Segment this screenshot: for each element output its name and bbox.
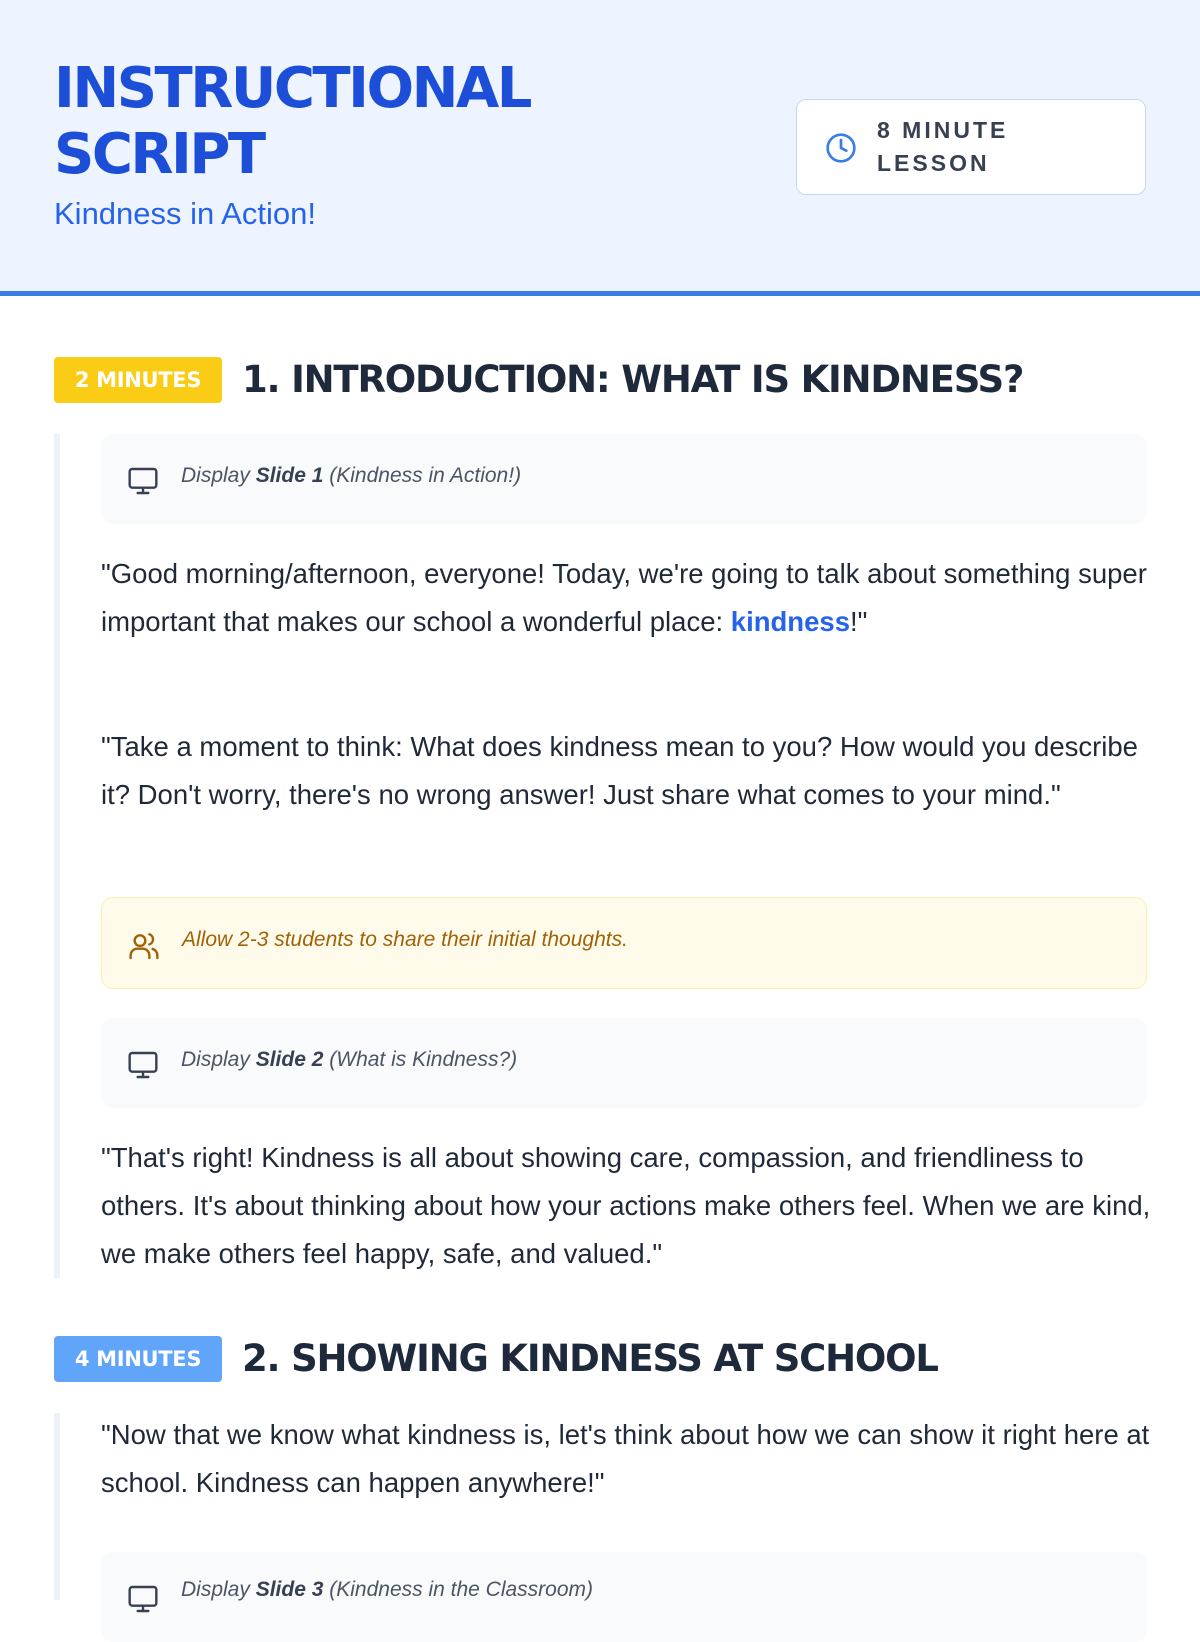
lesson-duration-label: 8 MINUTE LESSON — [877, 117, 1009, 176]
monitor-icon — [127, 1049, 159, 1081]
teacher-note-text: Allow 2-3 students to share their initial thoughts. — [182, 928, 628, 951]
monitor-icon — [127, 465, 159, 497]
slide-cue-1-text: Display Slide 1 (Kindness in Action!) — [181, 464, 522, 487]
page-subtitle: Kindness in Action! — [54, 196, 316, 231]
script-paragraph-3: "That's right! Kindness is all about showing care, compassion, and friendliness to others. It's about thinking about how your actions make others feel. When we are kind, we make others feel happy, safe, and valued." — [101, 1142, 1151, 1269]
slide-cue-3-text: Display Slide 3 (Kindness in the Classroom) — [181, 1578, 594, 1601]
section-1-time-badge: 2 MINUTES — [54, 357, 222, 403]
clock-icon — [825, 132, 857, 164]
keyword-kindness: kindness — [730, 606, 850, 637]
lesson-duration-badge — [796, 99, 1146, 195]
section-2-rail — [54, 1413, 60, 1600]
slide-cue-2 — [101, 1018, 1147, 1108]
users-icon — [128, 930, 160, 962]
script-paragraph-1: "Good morning/afternoon, everyone! Today, we're going to talk about something super important that makes our school a wonderful place: kindness!" — [101, 558, 1147, 637]
script-paragraph-2: "Take a moment to think: What does kindness mean to you? How would you describe it? Don't worry, there's no wrong answer! Just share what comes to your mind." — [101, 731, 1138, 810]
page-header — [0, 0, 1200, 296]
page-title: INSTRUCTIONAL SCRIPT — [54, 56, 530, 187]
script-paragraph-4: "Now that we know what kindness is, let's think about how we can show it right here at school. Kindness can happen anywhere!" — [101, 1419, 1150, 1498]
teacher-note — [101, 897, 1147, 989]
section-2-time-badge: 4 MINUTES — [54, 1336, 222, 1382]
monitor-icon — [127, 1583, 159, 1615]
section-1-title: 1. INTRODUCTION: WHAT IS KINDNESS? — [242, 358, 1024, 401]
section-2-title: 2. SHOWING KINDNESS AT SCHOOL — [242, 1337, 938, 1380]
section-1-rail — [54, 434, 60, 1278]
slide-cue-3 — [101, 1552, 1147, 1642]
slide-cue-2-text: Display Slide 2 (What is Kindness?) — [181, 1048, 518, 1071]
slide-cue-1 — [101, 434, 1147, 524]
